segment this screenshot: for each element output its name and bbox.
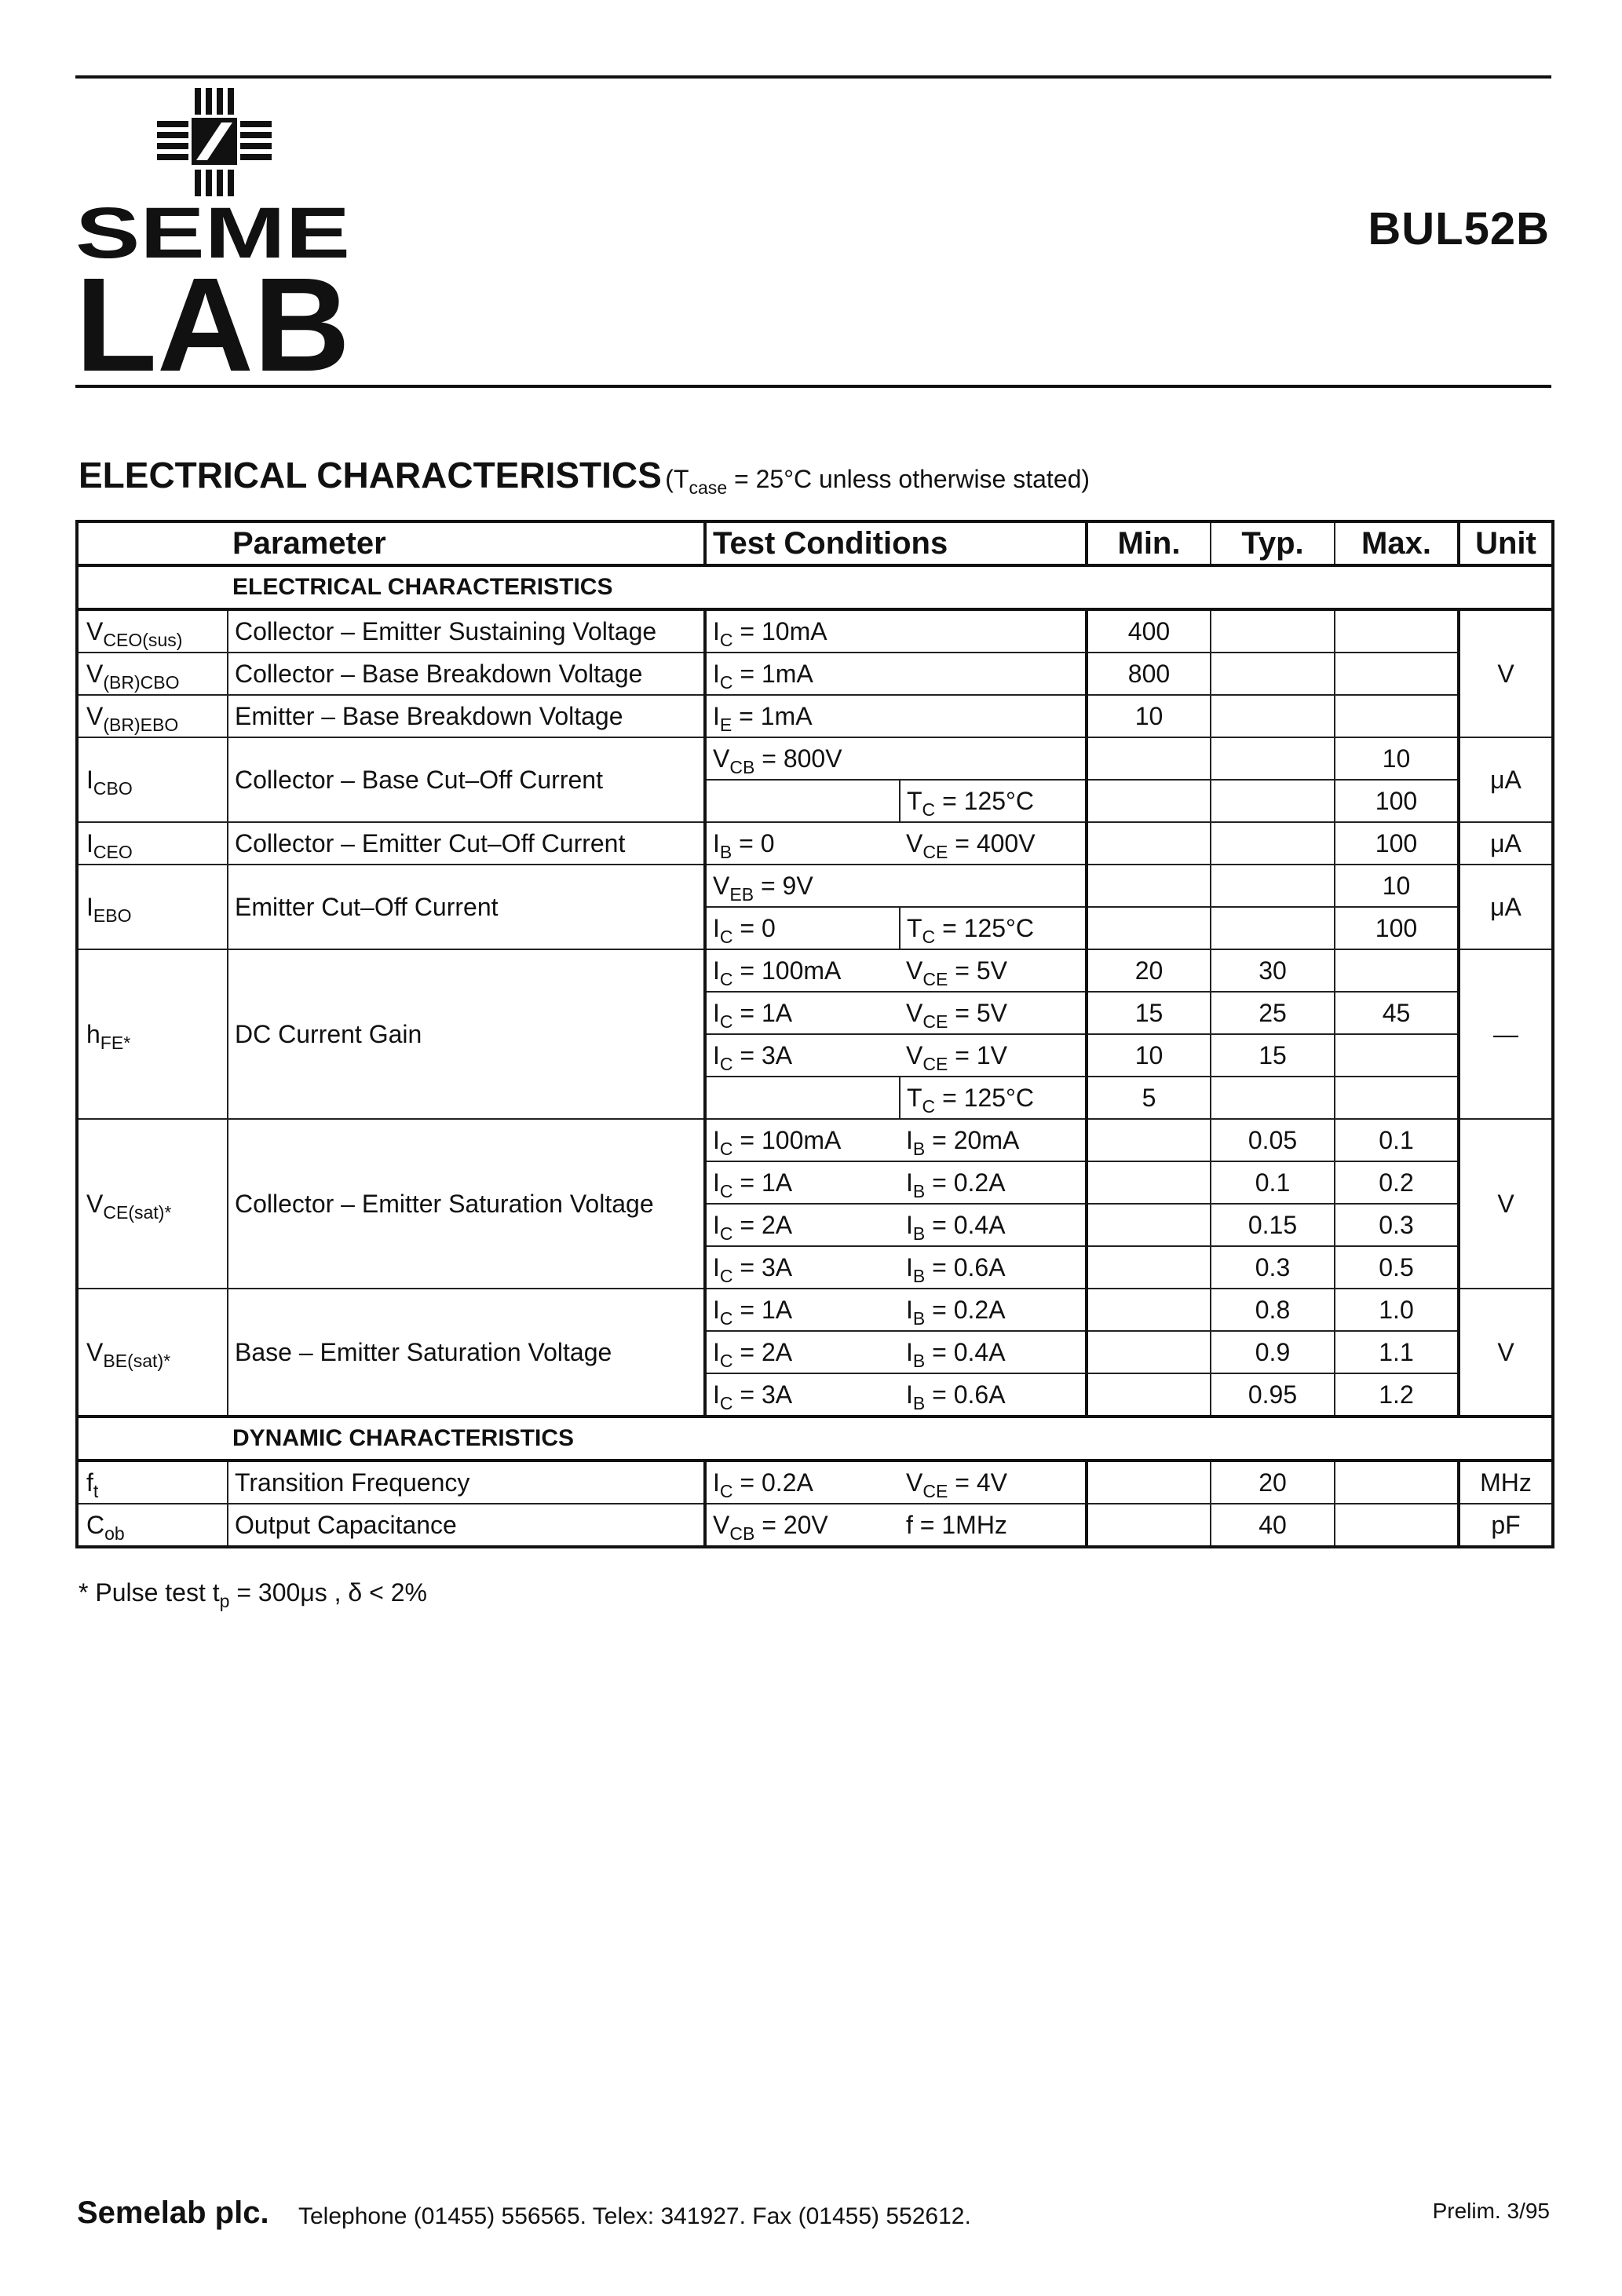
section-electrical: ELECTRICAL CHARACTERISTICS xyxy=(77,565,1553,609)
max-iebo-2: 100 xyxy=(1335,907,1459,949)
unit-vcesat: V xyxy=(1459,1119,1553,1289)
min-hfe-4: 5 xyxy=(1087,1077,1211,1119)
footer-revision: Prelim. 3/95 xyxy=(1432,2199,1550,2223)
cond-vbesat-2a: $I_C = 2A$ xyxy=(705,1331,900,1373)
max-cell xyxy=(1335,1504,1459,1547)
max-cell xyxy=(1335,653,1459,695)
max-cell xyxy=(1335,609,1459,653)
part-number: BUL52B xyxy=(1368,203,1550,254)
cond-hfe-3b: $V_{CE} = 1V$ xyxy=(900,1034,1087,1077)
param-iceo: Collector – Emitter Cut–Off Current xyxy=(228,822,705,865)
header-test-conditions: Test Conditions xyxy=(705,521,1087,565)
table-row xyxy=(77,1504,1553,1547)
symbol-vebo: $V_{(BR)EBO}$ xyxy=(77,695,228,737)
max-vbesat-3: 1.2 xyxy=(1335,1373,1459,1417)
param-vcesat: Collector – Emitter Saturation Voltage xyxy=(228,1119,705,1289)
symbol-vbesat: $V_{BE(sat)*}$ xyxy=(77,1289,228,1417)
table-row xyxy=(77,1289,1553,1331)
min-vceo: 400 xyxy=(1087,609,1211,653)
unit-vbesat: V xyxy=(1459,1289,1553,1417)
typ-vbesat-2: 0.9 xyxy=(1211,1331,1335,1373)
top-rule xyxy=(75,75,1551,79)
unit-v-breakdown: V xyxy=(1459,609,1553,737)
cond-iebo-2: $T_C = 125^\circ C$ xyxy=(900,907,1087,949)
cond-empty xyxy=(705,780,900,822)
cond-vcesat-4a: $I_C = 3A$ xyxy=(705,1246,900,1289)
cond-vbesat-1b: $I_B = 0.2A$ xyxy=(900,1289,1087,1331)
cond-vbesat-1a: $I_C = 1A$ xyxy=(705,1289,900,1331)
cond-ft-a: $I_C = 0.2A$ xyxy=(705,1461,900,1504)
unit-cob: pF xyxy=(1459,1504,1553,1547)
min-cell xyxy=(1087,1119,1211,1161)
symbol-cob: $C_{ob}$ xyxy=(77,1504,228,1547)
cond-vcesat-1b: $I_B = 20mA$ xyxy=(900,1119,1087,1161)
cond-empty xyxy=(705,1077,900,1119)
max-vbesat-2: 1.1 xyxy=(1335,1331,1459,1373)
typ-cell xyxy=(1211,1077,1335,1119)
footer-company: Semelab plc. xyxy=(77,2195,269,2230)
cond-iceo-1: $I_B = 0$ xyxy=(705,822,900,865)
cond-ft-b: $V_{CE} = 4V$ xyxy=(900,1461,1087,1504)
cond-hfe-2a: $I_C = 1A$ xyxy=(705,992,900,1034)
symbol-iebo: $I_{EBO}$ xyxy=(77,865,228,949)
max-iebo-1: 10 xyxy=(1335,865,1459,907)
min-cell xyxy=(1087,1461,1211,1504)
min-vcbo: 800 xyxy=(1087,653,1211,695)
min-cell xyxy=(1087,865,1211,907)
cond-iebo-3: $I_C = 0$ xyxy=(705,907,900,949)
param-icbo: Collector – Base Cut–Off Current xyxy=(228,737,705,822)
section-heading xyxy=(79,454,1090,499)
symbol-icbo: $I_{CBO}$ xyxy=(77,737,228,822)
min-hfe-1: 20 xyxy=(1087,949,1211,992)
cond-vcesat-3a: $I_C = 2A$ xyxy=(705,1204,900,1246)
semelab-logo xyxy=(75,86,358,377)
cond-vcesat-2b: $I_B = 0.2A$ xyxy=(900,1161,1087,1204)
typ-hfe-2: 25 xyxy=(1211,992,1335,1034)
typ-cell xyxy=(1211,822,1335,865)
typ-ft: 20 xyxy=(1211,1461,1335,1504)
table-row xyxy=(77,865,1553,907)
param-vcbo: Collector – Base Breakdown Voltage xyxy=(228,653,705,695)
typ-hfe-3: 15 xyxy=(1211,1034,1335,1077)
table-row xyxy=(77,737,1553,780)
table-row xyxy=(77,822,1553,865)
param-iebo: Emitter Cut–Off Current xyxy=(228,865,705,949)
svg-text:SEME: SEME xyxy=(75,193,350,273)
cond-cob-a: $V_{CB} = 20V$ xyxy=(705,1504,900,1547)
min-cell xyxy=(1087,1504,1211,1547)
typ-cell xyxy=(1211,653,1335,695)
typ-cell xyxy=(1211,907,1335,949)
typ-vbesat-1: 0.8 xyxy=(1211,1289,1335,1331)
unit-iebo: μA xyxy=(1459,865,1553,949)
typ-vcesat-3: 0.15 xyxy=(1211,1204,1335,1246)
min-cell xyxy=(1087,1373,1211,1417)
max-vcesat-1: 0.1 xyxy=(1335,1119,1459,1161)
characteristics-table-wrap xyxy=(75,520,1551,1548)
typ-vbesat-3: 0.95 xyxy=(1211,1373,1335,1417)
table-row xyxy=(77,1461,1553,1504)
unit-icbo: μA xyxy=(1459,737,1553,822)
min-cell xyxy=(1087,822,1211,865)
heading-title: ELECTRICAL CHARACTERISTICS xyxy=(79,455,662,495)
typ-cob: 40 xyxy=(1211,1504,1335,1547)
min-cell xyxy=(1087,780,1211,822)
symbol-vceo: $V_{CEO(sus)}$ xyxy=(77,609,228,653)
max-cell xyxy=(1335,1077,1459,1119)
min-cell xyxy=(1087,1161,1211,1204)
max-icbo-2: 100 xyxy=(1335,780,1459,822)
min-hfe-3: 10 xyxy=(1087,1034,1211,1077)
symbol-iceo: $I_{CEO}$ xyxy=(77,822,228,865)
typ-vcesat-4: 0.3 xyxy=(1211,1246,1335,1289)
max-cell xyxy=(1335,1461,1459,1504)
max-icbo-1: 10 xyxy=(1335,737,1459,780)
svg-text:LAB: LAB xyxy=(75,250,350,377)
characteristics-table xyxy=(75,520,1554,1548)
cond-vcesat-1a: $I_C = 100mA$ xyxy=(705,1119,900,1161)
param-cob: Output Capacitance xyxy=(228,1504,705,1547)
table-row xyxy=(77,609,1553,653)
unit-ft: MHz xyxy=(1459,1461,1553,1504)
max-vcesat-2: 0.2 xyxy=(1335,1161,1459,1204)
min-cell xyxy=(1087,737,1211,780)
table-row xyxy=(77,949,1553,992)
symbol-vcbo: $V_{(BR)CBO}$ xyxy=(77,653,228,695)
typ-cell xyxy=(1211,609,1335,653)
table-row xyxy=(77,653,1553,695)
cond-cob-b: f = 1MHz xyxy=(900,1504,1087,1547)
min-cell xyxy=(1087,1246,1211,1289)
typ-vcesat-2: 0.1 xyxy=(1211,1161,1335,1204)
min-vebo: 10 xyxy=(1087,695,1211,737)
typ-hfe-1: 30 xyxy=(1211,949,1335,992)
cond-hfe-1a: $I_C = 100mA$ xyxy=(705,949,900,992)
cond-hfe-3a: $I_C = 3A$ xyxy=(705,1034,900,1077)
section-dynamic: DYNAMIC CHARACTERISTICS xyxy=(77,1417,1553,1461)
max-cell xyxy=(1335,695,1459,737)
unit-iceo: μA xyxy=(1459,822,1553,865)
param-vceo: Collector – Emitter Sustaining Voltage xyxy=(228,609,705,653)
cond-hfe-4b: $T_C = 125^\circ C$ xyxy=(900,1077,1087,1119)
section-row-dynamic xyxy=(77,1417,1553,1461)
cond-hfe-1b: $V_{CE} = 5V$ xyxy=(900,949,1087,992)
cond-vebo: $I_E = 1mA$ xyxy=(705,695,1087,737)
cond-vbesat-2b: $I_B = 0.4A$ xyxy=(900,1331,1087,1373)
symbol-hfe: $h_{FE*}$ xyxy=(77,949,228,1119)
cond-vbesat-3b: $I_B = 0.6A$ xyxy=(900,1373,1087,1417)
header-rule xyxy=(75,385,1551,388)
min-cell xyxy=(1087,1289,1211,1331)
min-cell xyxy=(1087,1331,1211,1373)
typ-cell xyxy=(1211,780,1335,822)
max-hfe-3 xyxy=(1335,1034,1459,1077)
header-min: Min. xyxy=(1087,521,1211,565)
max-hfe-1 xyxy=(1335,949,1459,992)
cond-vcbo: $I_C = 1mA$ xyxy=(705,653,1087,695)
pulse-test-footnote: * Pulse test $t_p = 300\mu s$ , δ < 2% xyxy=(79,1578,427,1612)
typ-vcesat-1: 0.05 xyxy=(1211,1119,1335,1161)
header-parameter: Parameter xyxy=(77,521,705,565)
min-hfe-2: 15 xyxy=(1087,992,1211,1034)
table-row xyxy=(77,1119,1553,1161)
typ-cell xyxy=(1211,695,1335,737)
cond-iebo-1: $V_{EB} = 9V$ xyxy=(705,865,1087,907)
header-typ: Typ. xyxy=(1211,521,1335,565)
min-cell xyxy=(1087,907,1211,949)
cond-iceo-2: $V_{CE} = 400V$ xyxy=(900,822,1087,865)
cond-vcesat-3b: $I_B = 0.4A$ xyxy=(900,1204,1087,1246)
section-row-electrical xyxy=(77,565,1553,609)
typ-cell xyxy=(1211,737,1335,780)
table-header-row xyxy=(77,521,1553,565)
cond-vbesat-3a: $I_C = 3A$ xyxy=(705,1373,900,1417)
max-vbesat-1: 1.0 xyxy=(1335,1289,1459,1331)
cond-vcesat-4b: $I_B = 0.6A$ xyxy=(900,1246,1087,1289)
param-hfe: DC Current Gain xyxy=(228,949,705,1119)
cond-icbo-1: $V_{CB} = 800V$ xyxy=(705,737,1087,780)
heading-conditions: ($T_{case} = 25^\circ C$ unless otherwise stated) xyxy=(665,465,1090,499)
symbol-vcesat: $V_{CE(sat)*}$ xyxy=(77,1119,228,1289)
param-vbesat: Base – Emitter Saturation Voltage xyxy=(228,1289,705,1417)
min-cell xyxy=(1087,1204,1211,1246)
cond-icbo-2: $T_C = 125^\circ C$ xyxy=(900,780,1087,822)
footer-contact: Telephone (01455) 556565. Telex: 341927. Fax (01455) 552612. xyxy=(298,2203,971,2229)
cond-vcesat-2a: $I_C = 1A$ xyxy=(705,1161,900,1204)
max-vcesat-4: 0.5 xyxy=(1335,1246,1459,1289)
symbol-ft: $f_t$ xyxy=(77,1461,228,1504)
param-vebo: Emitter – Base Breakdown Voltage xyxy=(228,695,705,737)
header-unit: Unit xyxy=(1459,521,1553,565)
param-ft: Transition Frequency xyxy=(228,1461,705,1504)
max-iceo: 100 xyxy=(1335,822,1459,865)
max-vcesat-3: 0.3 xyxy=(1335,1204,1459,1246)
header-max: Max. xyxy=(1335,521,1459,565)
typ-cell xyxy=(1211,865,1335,907)
cond-hfe-2b: $V_{CE} = 5V$ xyxy=(900,992,1087,1034)
cond-vceo: $I_C = 10mA$ xyxy=(705,609,1087,653)
max-hfe-2: 45 xyxy=(1335,992,1459,1034)
unit-hfe: — xyxy=(1459,949,1553,1119)
table-row xyxy=(77,695,1553,737)
